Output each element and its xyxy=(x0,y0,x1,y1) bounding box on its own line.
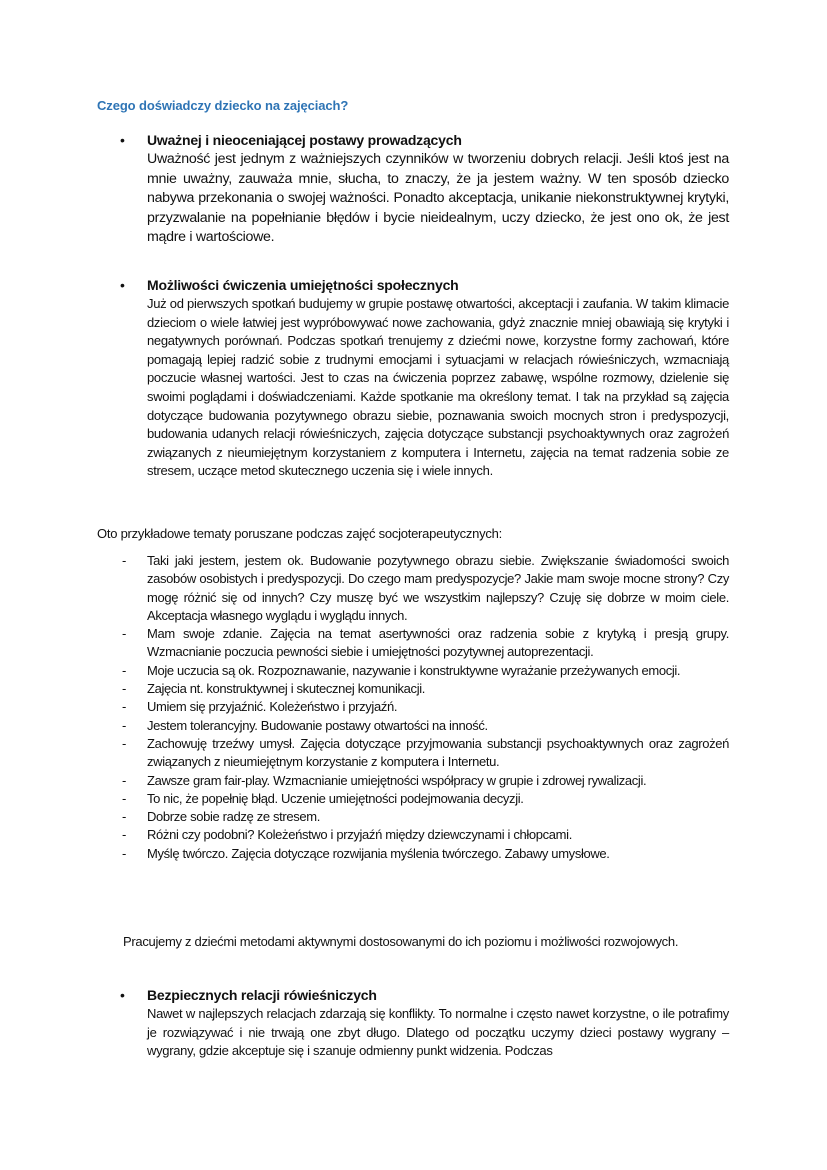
dash-marker: - xyxy=(122,717,126,733)
section-text: Nawet w najlepszych relacjach zdarzają się konflikty. To normalne i często nawet korzystne, o ile potrafimy je rozwiązywać i nie trwają one zbyt długo. Dlatego od początku uczymy dzieci postawy wygrany – wygrany, gdzie akceptuje się i szanuje odmienny punkt widzenia. Podczas xyxy=(147,1006,729,1059)
list-item xyxy=(0,625,827,662)
dash-marker: - xyxy=(122,772,126,788)
dash-marker: - xyxy=(122,735,126,751)
dash-marker: - xyxy=(122,790,126,806)
list-item-text: Myślę twórczo. Zajęcia dotyczące rozwijania myślenia twórczego. Zabawy umysłowe. xyxy=(147,845,610,861)
list-item xyxy=(0,735,827,772)
list-item-text: Zachowuję trzeźwy umysł. Zajęcia dotyczące przyjmowania substancji psychoaktywnych oraz zagrożeń związanych z nieumiejętnym korzystanie z komputera i Internetu. xyxy=(147,735,729,770)
list-item xyxy=(0,717,827,735)
list-item xyxy=(0,552,827,625)
dash-marker: - xyxy=(122,845,126,861)
topics-list xyxy=(0,552,827,863)
list-item-text: Zajęcia nt. konstruktywnej i skutecznej komunikacji. xyxy=(147,681,426,697)
list-item-text: Dobrze sobie radzę ze stresem. xyxy=(147,809,321,825)
list-item-text: Różni czy podobni? Koleżeństwo i przyjaźń między dziewczynami i chłopcami. xyxy=(147,827,572,843)
list-item-text: To nic, że popełnię błąd. Uczenie umiejętności podejmowania decyzji. xyxy=(147,790,524,806)
list-item-text: Jestem tolerancyjny. Budowanie postawy otwartości na inność. xyxy=(147,717,488,733)
section-title: Bezpiecznych relacji rówieśniczych xyxy=(147,987,377,1003)
list-item xyxy=(0,772,827,790)
list-item-text: Taki jaki jestem, jestem ok. Budowanie pozytywnego obrazu siebie. Zwiększanie świadomości swoich zasobów osobistych i predyspozycji. Do czego mam predyspozycje? Jakie mam swoje mocne strony? Czy mogę różnić się od innych? Czy muszę być we wszystkim najlepszy? Czuję się dobrze w moim ciele. Akceptacja własnego wyglądu i wyglądu innych. xyxy=(147,553,729,623)
bullet-icon: • xyxy=(120,987,125,1003)
list-item xyxy=(0,790,827,808)
section-text: Już od pierwszych spotkań budujemy w grupie postawę otwartości, akceptacji i zaufania. W takim klimacie dzieciom o wiele łatwiej jest wypróbowywać nowe zachowania, gdyż znacznie mniej obawiają się krytyki i negatywnych porównań. Podczas spotkań trenujemy z dziećmi nowe, korzystne formy zachowań, które pomagają lepiej radzić sobie z trudnymi emocjami i sytuacjami w relacjach rówieśniczych, wzmacniają poczucie własnej wartości. Jest to czas na ćwiczenia poprzez zabawę, wspólne rozmowy, dzielenie się swoimi poglądami i doświadczeniami. Każde spotkanie ma określony temat. I tak na przykład są zajęcia dotyczące budowania pozytywnego obrazu siebie, poznawania swoich mocnych stron i predyspozycji, budowania udanych relacji rówieśniczych, zajęcia dotyczące substancji psychoaktywnych oraz zagrożeń związanych z nieumiejętnym korzystaniem z komputera i Internetu, zajęcia na temat radzenia sobie ze stresem, uczące metod skutecznego uczenia się i wiele innych. xyxy=(147,296,729,479)
dash-marker: - xyxy=(122,699,126,715)
list-item xyxy=(0,698,827,716)
list-item-text: Umiem się przyjaźnić. Koleżeństwo i przyjaźń. xyxy=(147,699,398,715)
bullet-icon: • xyxy=(120,277,125,293)
dash-marker: - xyxy=(122,827,126,843)
list-item-text: Moje uczucia są ok. Rozpoznawanie, nazywanie i konstruktywne wyrażanie przeżywanych emocji. xyxy=(147,662,681,678)
page-heading: Czego doświadczy dziecko na zajęciach? xyxy=(97,98,349,113)
list-item xyxy=(0,662,827,680)
dash-marker: - xyxy=(122,681,126,697)
dash-marker: - xyxy=(122,626,126,642)
dash-marker: - xyxy=(122,553,126,568)
list-item-text: Mam swoje zdanie. Zajęcia na temat asertywności oraz radzenia sobie z krytyką i presją grupy. Wzmacnianie poczucia pewności siebie i umiejętności pozytywnej autoprezentacji. xyxy=(147,626,729,660)
section-text: Uważność jest jednym z ważniejszych czynników w tworzeniu dobrych relacji. Jeśli ktoś jest na mnie uważny, zauważa mnie, słucha, to znaczy, że ja jestem ważny. W ten sposób dziecko nabywa przekonania o swojej ważności. Ponadto akceptacja, unikanie niekonstruktywnej krytyki, przyzwalanie na popełnianie błędów i bycie nieidealnym, uczy dziecko, że jest ono ok, że jest mądre i wartościowe. xyxy=(147,151,729,245)
section-title: Uważnej i nieoceniającej postawy prowadzących xyxy=(147,132,462,148)
section-title: Możliwości ćwiczenia umiejętności społecznych xyxy=(147,277,459,293)
topics-intro: Oto przykładowe tematy poruszane podczas zajęć socjoterapeutycznych: xyxy=(97,526,502,541)
list-item-text: Zawsze gram fair-play. Wzmacnianie umiejętności współpracy w grupie i zdrowej rywalizacji. xyxy=(147,772,647,788)
list-item xyxy=(0,845,827,863)
list-item xyxy=(0,808,827,826)
closing-paragraph: Pracujemy z dziećmi metodami aktywnymi dostosowanymi do ich poziomu i możliwości rozwojowych. xyxy=(123,934,679,949)
list-item xyxy=(0,826,827,844)
bullet-icon: • xyxy=(120,132,125,148)
dash-marker: - xyxy=(122,662,126,678)
list-item xyxy=(0,680,827,698)
dash-marker: - xyxy=(122,809,126,825)
